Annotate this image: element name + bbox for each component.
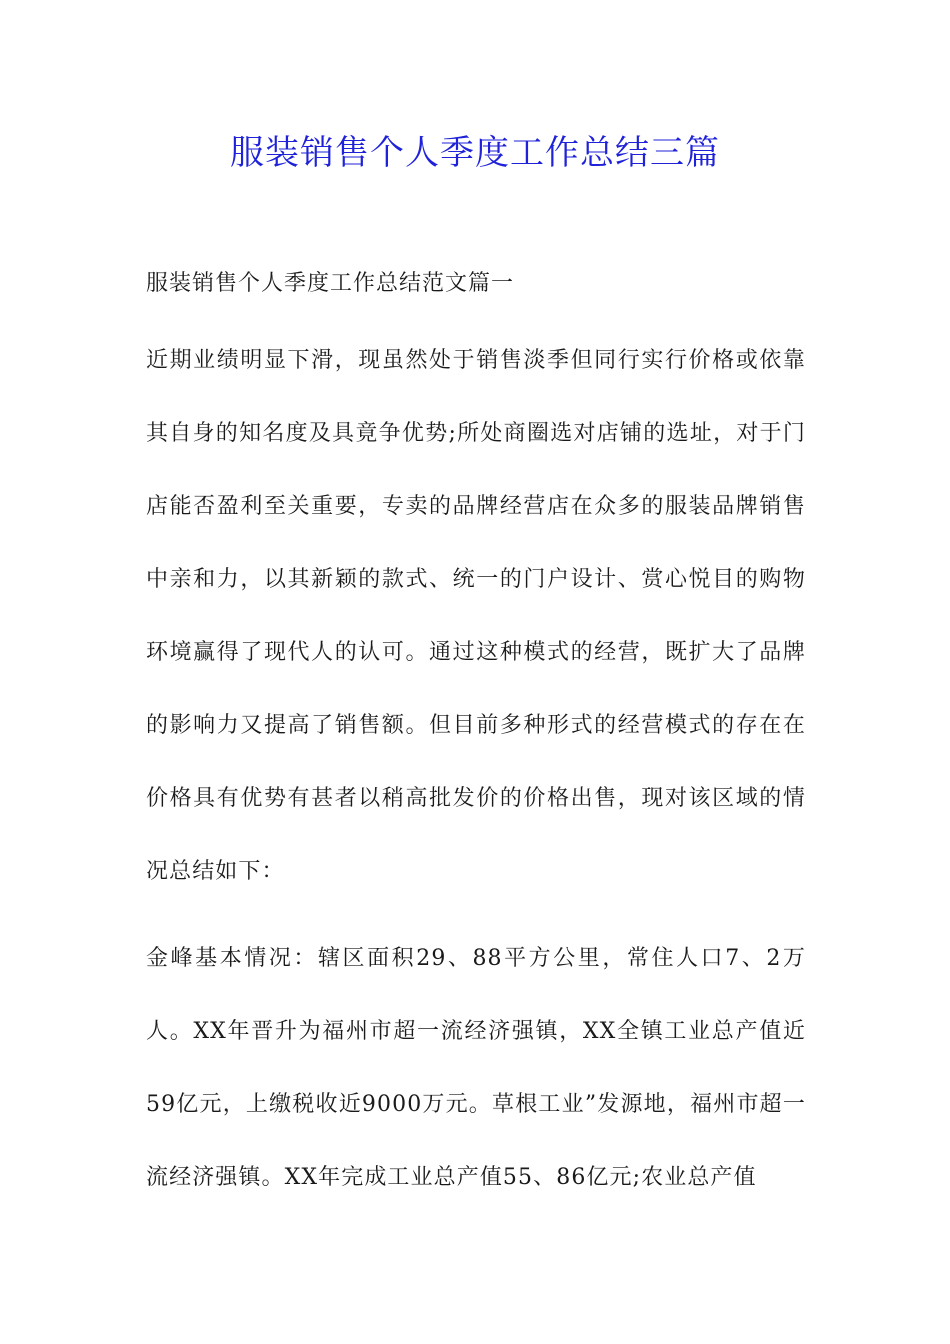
paragraph-1: 近期业绩明显下滑，现虽然处于销售淡季但同行实行价格或依靠其自身的知名度及具竟争优势;所处商圈选对店铺的选址，对于门店能否盈利至关重要，专卖的品牌经营店在众多的服装品牌销售中亲和力，以其新颖的款式、统一的门户设计、赏心悦目的购物环境赢得了现代人的认可。通过这种模式的经营，既扩大了品牌的影响力又提高了销售额。但目前多种形式的经营模式的存在在价格具有优势有甚者以稍高批发价的价格出售，现对该区域的情况总结如下： [146, 348, 806, 884]
section-heading: 服装销售个人季度工作总结范文篇一 [146, 271, 515, 296]
document-title: 服装销售个人季度工作总结三篇 [230, 133, 720, 173]
paragraph-2: 金峰基本情况：辖区面积29、88平方公里，常住人口7、2万人。XX年晋升为福州市超一流经济强镇，XX全镇工业总产值近59亿元，上缴税收近9000万元。草根工业”发源地，福州市超一流经济强镇。XX年完成工业总产值55、86亿元;农业总产值 [146, 946, 806, 1190]
